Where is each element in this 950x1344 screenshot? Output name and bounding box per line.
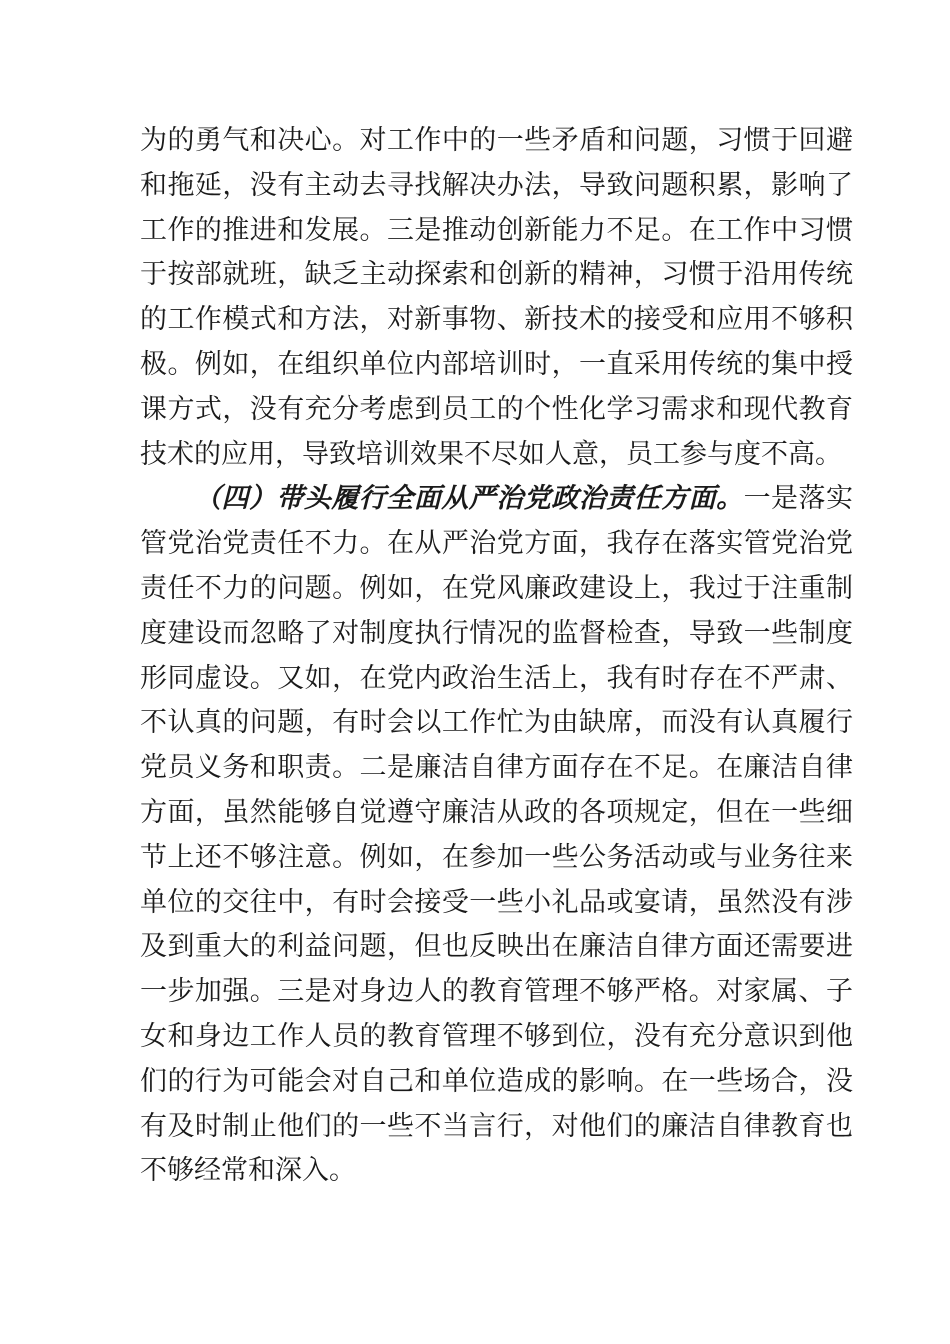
document-content	[140, 118, 853, 1193]
paragraph-continuation: 为的勇气和决心。对工作中的一些矛盾和问题，习惯于回避和拖延，没有主动去寻找解决办法，导致问题积累，影响了工作的推进和发展。三是推动创新能力不足。在工作中习惯于按部就班，缺乏主动探索和创新的精神，习惯于沿用传统的工作模式和方法，对新事物、新技术的接受和应用不够积极。例如，在组织单位内部培训时，一直采用传统的集中授课方式，没有充分考虑到员工的个性化学习需求和现代教育技术的应用，导致培训效果不尽如人意，员工参与度不高。	[140, 125, 853, 469]
paragraph-section-four	[140, 476, 853, 1193]
section-body-text: 一是落实管党治党责任不力。在从严治党方面，我存在落实管党治党责任不力的问题。例如，在党风廉政建设上，我过于注重制度建设而忽略了对制度执行情况的监督检查，导致一些制度形同虚设。又如，在党内政治生活上，我有时存在不严肃、不认真的问题，有时会以工作忙为由缺席，而没有认真履行党员义务和职责。二是廉洁自律方面存在不足。在廉洁自律方面，虽然能够自觉遵守廉洁从政的各项规定，但在一些细节上还不够注意。例如，在参加一些公务活动或与业务往来单位的交往中，有时会接受一些小礼品或宴请，虽然没有涉及到重大的利益问题，但也反映出在廉洁自律方面还需要进一步加强。三是对身边人的教育管理不够严格。对家属、子女和身边工作人员的教育管理不够到位，没有充分意识到他们的行为可能会对自己和单位造成的影响。在一些场合，没有及时制止他们的一些不当言行，对他们的廉洁自律教育也不够经常和深入。	[140, 483, 854, 1186]
section-heading: （四）带头履行全面从严治党政治责任方面。	[194, 483, 744, 514]
